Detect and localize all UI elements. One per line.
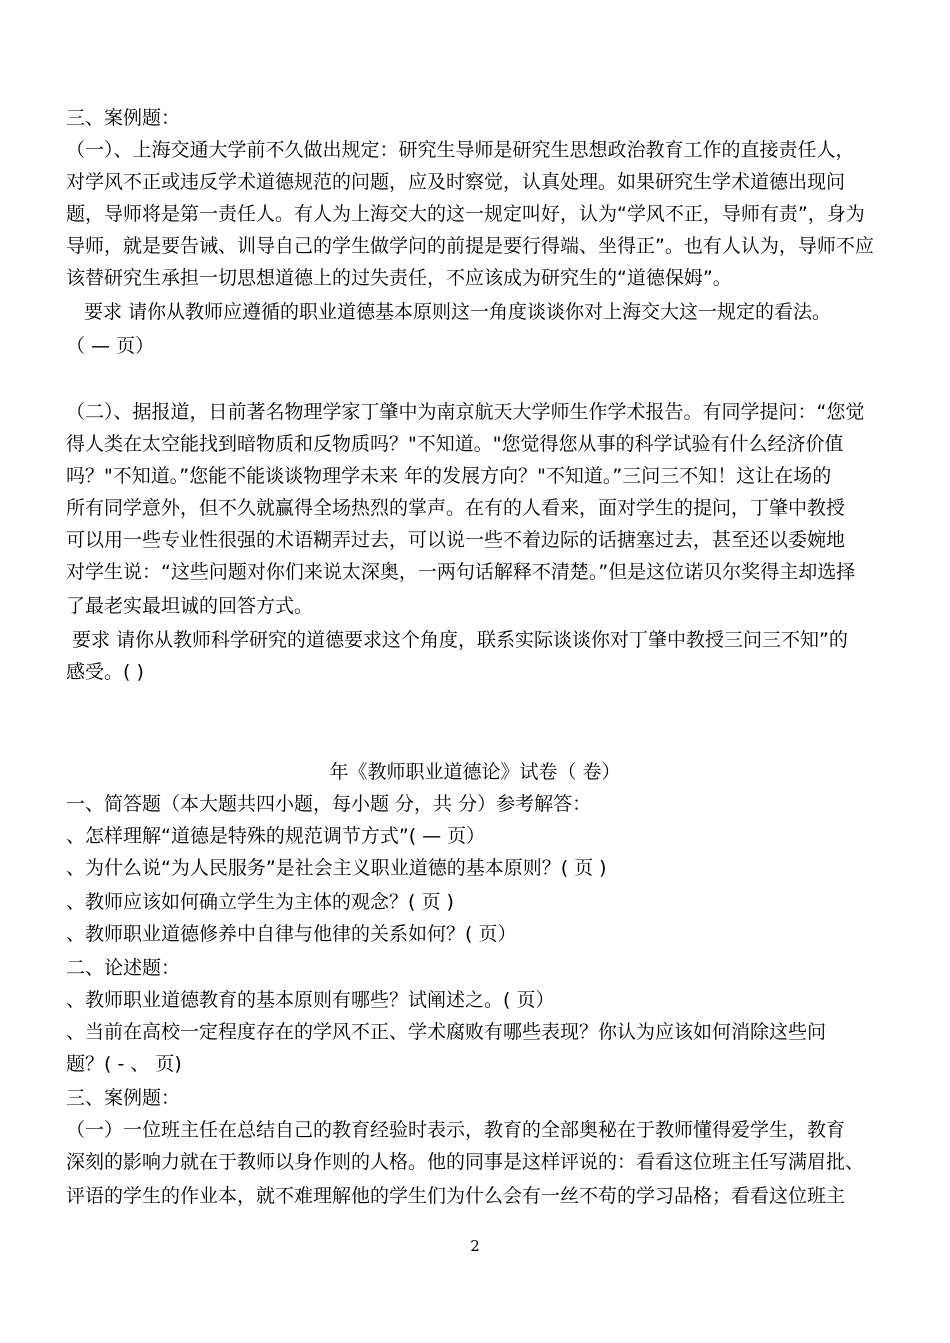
short-answer-item-3: 、教师应该如何确立学生为主体的观念？( 页 ) (66, 891, 454, 913)
section-heading-case: 三、案例题： (66, 107, 181, 129)
case2-line-2: 得人类在太空能找到暗物质和反物质吗？"不知道。"您觉得您从事的科学试验有什么经济价值 (66, 433, 844, 455)
exam-case-line-1: （一）一位班主任在总结自己的教育经验时表示，教育的全部奥秘在于教师懂得爱学生，教育 (66, 1119, 846, 1141)
essay-item-2: 、当前在高校一定程度存在的学风不正、学术腐败有哪些表现？你认为应该如何消除这些问 (66, 1021, 827, 1043)
case1-page-ref: （ — 页） (66, 335, 155, 357)
essay-item-2-cont: 题？( - 、 页) (66, 1053, 182, 1075)
exam-case-line-3: 评语的学生的作业本，就不难理解他的学生们为什么会有一丝不苟的学习品格；看看这位班主 (66, 1185, 846, 1207)
short-answer-item-4: 、教师职业道德修养中自律与他律的关系如何？( 页） (66, 923, 517, 945)
case1-line-4: 导师，就是要告诫、训导自己的学生做学问的前提是要行得端、坐得正”。也有人认为，导师不应 (66, 235, 874, 257)
essay-item-1: 、教师职业道德教育的基本原则有哪些？试阐述之。( 页） (66, 989, 555, 1011)
short-answer-item-2: 、为什么说“为人民服务”是社会主义职业道德的基本原则？( 页 ) (66, 857, 607, 879)
case2-requirement-cont: 感受。( ) (66, 661, 144, 683)
short-answer-heading: 一、简答题（本大题共四小题，每小题 分，共 分）参考解答： (66, 793, 592, 815)
case1-line-1: （一）、上海交通大学前不久做出规定：研究生导师是研究生思想政治教育工作的直接责任人， (66, 139, 855, 161)
case2-line-4: 所有同学意外，但不久就赢得全场热烈的掌声。在有的人看来，面对学生的提问，丁肇中教授 (66, 497, 846, 519)
case2-line-7: 了最老实最坦诚的回答方式。 (66, 595, 314, 617)
case1-line-3: 题，导师将是第一责任人。有人为上海交大的这一规定叫好，认为“学风不正，导师有责”，身为 (66, 203, 865, 225)
case1-requirement: 要求 请你从教师应遵循的职业道德基本原则这一角度谈谈你对上海交大这一规定的看法。 (84, 301, 832, 323)
case2-requirement: 要求 请你从教师科学研究的道德要求这个角度，联系实际谈谈你对丁肇中教授三问三不知”的 (72, 629, 848, 651)
case2-line-5: 可以用一些专业性很强的术语糊弄过去，可以说一些不着边际的话搪塞过去，甚至还以委婉地 (66, 529, 846, 551)
short-answer-item-1: 、怎样理解“道德是特殊的规范调节方式”( — 页） (66, 825, 486, 847)
case2-line-3: 吗？"不知道。”您能不能谈谈物理学未来 年的发展方向？"不知道。”三问三不知！这让在场的 (66, 465, 832, 487)
essay-heading: 二、论述题： (66, 957, 181, 979)
exam-title: 年《教师职业道德论》试卷（ 卷） (329, 761, 621, 783)
exam-case-line-2: 深刻的影响力就在于教师以身作则的人格。他的同事是这样评说的：看看这位班主任写满眉批、 (66, 1151, 865, 1173)
case1-line-5: 该替研究生承担一切思想道德上的过失责任，不应该成为研究生的“道德保姆”。 (66, 267, 732, 289)
case2-line-6: 对学生说：“这些问题对你们来说太深奥，一两句话解释不清楚。”但是这位诺贝尔奖得主却选择 (66, 561, 856, 583)
exam-case-heading: 三、案例题： (66, 1087, 181, 1109)
case1-line-2: 对学风不正或违反学术道德规范的问题，应及时察觉，认真处理。如果研究生学术道德出现问 (66, 171, 846, 193)
page-number: 2 (470, 1237, 480, 1255)
case2-line-1: （二）、据报道，日前著名物理学家丁肇中为南京航天大学师生作学术报告。有同学提问：“您觉 (66, 401, 865, 423)
